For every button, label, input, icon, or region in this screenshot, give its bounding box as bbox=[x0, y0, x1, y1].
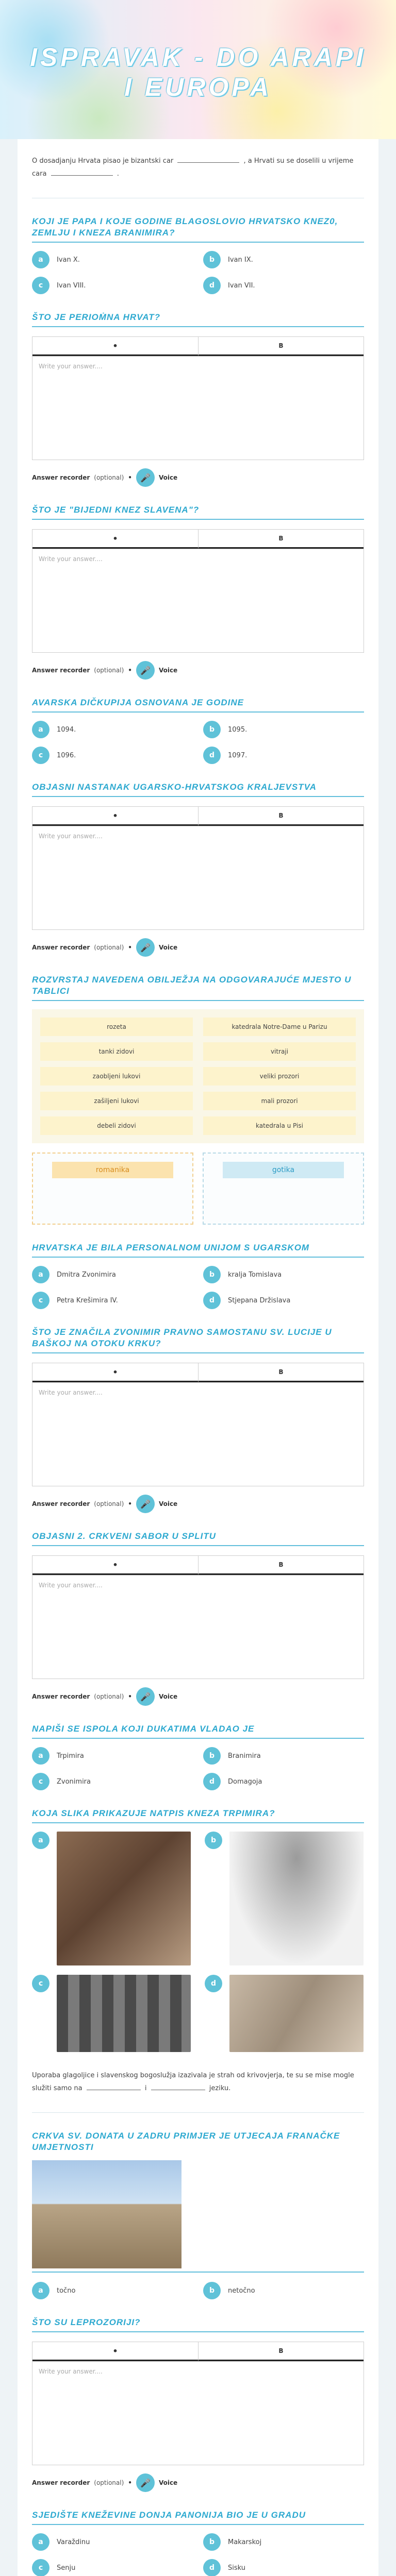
question-title: ROZVRSTAJ NAVEDENA OBILJEŽJA NA ODGOVARAJUĆE MJESTO U TABLICI bbox=[32, 975, 352, 996]
answer-recorder: Answer recorder (optional) • 🎤 Voice bbox=[32, 1495, 364, 1513]
choice-letter: c bbox=[32, 2559, 50, 2576]
choice-letter: c bbox=[32, 277, 50, 294]
choice-letter: b bbox=[205, 1832, 222, 1849]
answer-editor bbox=[32, 2342, 364, 2465]
editor-toolbar bbox=[32, 1363, 364, 1383]
title-underline bbox=[32, 711, 364, 713]
cloze-2 bbox=[32, 2070, 364, 2095]
drag-item[interactable]: mali prozori bbox=[203, 1092, 356, 1110]
bucket-romanika[interactable] bbox=[32, 1153, 193, 1225]
page-title-line1: ISPRAVAK - DO ARAPI bbox=[30, 43, 366, 72]
answer-textarea[interactable]: Write your answer.... bbox=[39, 1389, 103, 1396]
choice-b[interactable] bbox=[203, 721, 364, 738]
title-underline bbox=[32, 1352, 364, 1353]
choice-label: Branimira bbox=[228, 1752, 261, 1760]
choice-letter: a bbox=[32, 1832, 50, 1849]
question-title: OBJASNI 2. CRKVENI SABOR U SPLITU bbox=[32, 1531, 216, 1541]
choice-letter: d bbox=[203, 2559, 221, 2576]
question-1 bbox=[32, 216, 364, 294]
blank-input-4[interactable] bbox=[151, 2082, 205, 2090]
drag-item[interactable]: zaobljeni lukovi bbox=[40, 1067, 193, 1086]
microphone-icon[interactable]: 🎤 bbox=[136, 938, 155, 957]
voice-label: Voice bbox=[158, 1693, 178, 1700]
choices bbox=[32, 251, 364, 294]
worksheet-content bbox=[18, 139, 378, 2576]
choice-letter: a bbox=[32, 2533, 50, 2551]
choice-label: Varaždinu bbox=[57, 2538, 90, 2546]
choice-d[interactable] bbox=[203, 1773, 364, 1790]
bold-button[interactable]: B bbox=[198, 2342, 364, 2361]
question-title: ŠTO SU LEPROZORIJI? bbox=[32, 2317, 141, 2327]
church-photo bbox=[32, 2160, 182, 2268]
choice-c[interactable] bbox=[32, 1292, 193, 1309]
choice-label: netočno bbox=[228, 2286, 255, 2295]
stone-fragment-photo bbox=[229, 1975, 364, 2052]
title-underline bbox=[32, 2331, 364, 2332]
answer-textarea[interactable]: Write your answer.... bbox=[39, 833, 103, 840]
divider bbox=[32, 2112, 364, 2113]
question-title: OBJASNI NASTANAK UGARSKO-HRVATSKOG KRALJEVSTVA bbox=[32, 782, 317, 792]
bold-button[interactable]: B bbox=[198, 1363, 364, 1382]
question-7 bbox=[32, 1242, 364, 1309]
title-underline bbox=[32, 1257, 364, 1258]
question-8 bbox=[32, 1327, 364, 1513]
choice-letter: d bbox=[205, 1975, 222, 1992]
choice-a[interactable] bbox=[32, 2282, 193, 2299]
answer-recorder: Answer recorder (optional) • 🎤 Voice bbox=[32, 938, 364, 957]
choice-letter: d bbox=[203, 1292, 221, 1309]
image-choice-a[interactable] bbox=[32, 1832, 191, 1965]
choice-letter: d bbox=[203, 747, 221, 764]
bullet-button[interactable]: • bbox=[32, 807, 198, 826]
voice-label: Voice bbox=[158, 1500, 178, 1507]
choice-label: Stjepana Držislava bbox=[228, 1296, 291, 1304]
recorder-label: Answer recorder bbox=[32, 1693, 90, 1700]
choice-b[interactable] bbox=[203, 1266, 364, 1283]
choice-label: 1095. bbox=[228, 725, 248, 734]
choice-label: Ivan VIII. bbox=[57, 281, 86, 290]
bold-button[interactable]: B bbox=[198, 530, 364, 549]
choice-letter: b bbox=[203, 721, 221, 738]
editor-toolbar bbox=[32, 530, 364, 549]
choices bbox=[32, 1747, 364, 1790]
question-10 bbox=[32, 1723, 364, 1790]
header-banner bbox=[0, 0, 396, 139]
recorder-label: Answer recorder bbox=[32, 667, 90, 674]
blank-input-3[interactable] bbox=[87, 2082, 141, 2090]
page-title-line2: I EUROPA bbox=[124, 73, 272, 101]
title-underline bbox=[32, 519, 364, 520]
question-14 bbox=[32, 2510, 364, 2576]
choice-label: Makarskoj bbox=[228, 2538, 262, 2546]
choice-label: Petra Krešimira IV. bbox=[57, 1296, 118, 1304]
relief-photo bbox=[57, 1975, 191, 2052]
recorder-label: Answer recorder bbox=[32, 474, 90, 481]
choice-b[interactable] bbox=[203, 251, 364, 268]
title-underline bbox=[32, 326, 364, 327]
recorder-optional: (optional) bbox=[94, 1500, 124, 1507]
intro-text-1: O dosadjanju Hrvata pisao je bizantski car bbox=[32, 157, 174, 165]
image-choice-d[interactable] bbox=[205, 1975, 364, 2052]
intro-text-2: , a Hrvati su se doselili u vrijeme cara bbox=[32, 157, 354, 178]
choice-letter: c bbox=[32, 1773, 50, 1790]
choice-c[interactable] bbox=[32, 747, 193, 764]
question-title: ŠTO JE PERIOṀNA HRVAT? bbox=[32, 312, 161, 322]
choice-b[interactable] bbox=[203, 1747, 364, 1765]
choice-label: Ivan IX. bbox=[228, 256, 253, 264]
title-underline bbox=[32, 1545, 364, 1546]
recorder-label: Answer recorder bbox=[32, 2479, 90, 2486]
choice-letter: b bbox=[203, 1266, 221, 1283]
question-title: CRKVA SV. DONATA U ZADRU PRIMJER JE UTJECAJA FRANAČKE UMJETNOSTI bbox=[32, 2131, 340, 2152]
choice-label: kralja Tomislava bbox=[228, 1270, 282, 1279]
choice-label: 1096. bbox=[57, 751, 76, 759]
bullet-button[interactable]: • bbox=[32, 530, 198, 549]
bullet-button[interactable]: • bbox=[32, 1363, 198, 1382]
choice-letter: a bbox=[32, 1747, 50, 1765]
title-underline bbox=[32, 2272, 364, 2273]
answer-textarea[interactable]: Write your answer.... bbox=[39, 555, 103, 563]
choices bbox=[32, 2533, 364, 2576]
choice-c[interactable] bbox=[32, 2559, 193, 2576]
choice-label: Zvonimira bbox=[57, 1777, 91, 1786]
choice-label: Ivan VII. bbox=[228, 281, 255, 290]
image-choice-c[interactable] bbox=[32, 1975, 191, 2052]
microphone-icon[interactable]: 🎤 bbox=[136, 1495, 155, 1513]
drag-item[interactable]: katedrala Notre-Dame u Parizu bbox=[203, 1018, 356, 1036]
choice-c[interactable] bbox=[32, 1773, 193, 1790]
choices bbox=[32, 721, 364, 764]
editor-toolbar bbox=[32, 337, 364, 357]
choice-a[interactable] bbox=[32, 251, 193, 268]
choice-letter: a bbox=[32, 721, 50, 738]
drag-item[interactable]: rozeta bbox=[40, 1018, 193, 1036]
bold-button[interactable]: B bbox=[198, 807, 364, 826]
drag-item[interactable]: veliki prozori bbox=[203, 1067, 356, 1086]
voice-label: Voice bbox=[158, 944, 178, 951]
inscription-photo bbox=[57, 1832, 191, 1965]
question-title: ŠTO JE "BIJEDNI KNEZ SLAVENA"? bbox=[32, 505, 200, 515]
choice-label: Dmitra Zvonimira bbox=[57, 1270, 116, 1279]
recorder-optional: (optional) bbox=[94, 667, 124, 674]
question-title: SJEDIŠTE KNEŽEVINE DONJA PANONIJA BIO JE U GRADU bbox=[32, 2510, 306, 2520]
bullet-button[interactable]: • bbox=[32, 337, 198, 356]
choice-label: Trpimira bbox=[57, 1752, 84, 1760]
answer-editor bbox=[32, 529, 364, 653]
answer-recorder: Answer recorder (optional) • 🎤 Voice bbox=[32, 2473, 364, 2492]
choice-letter: a bbox=[32, 2282, 50, 2299]
recorder-optional: (optional) bbox=[94, 2479, 124, 2486]
question-6 bbox=[32, 974, 364, 1225]
question-title: AVARSKA DIČKUPIJA OSNOVANA JE GODINE bbox=[32, 698, 244, 707]
blank-input-2[interactable] bbox=[51, 167, 113, 176]
question-2 bbox=[32, 312, 364, 487]
cloze2-text-1: Uporaba glagoljice i slavenskog bogoslužja izazivala je strah od krivovjerja, te su se mise mogle služiti samo na bbox=[32, 2072, 354, 2092]
choice-letter: b bbox=[203, 2282, 221, 2299]
choice-label: Senju bbox=[57, 2564, 76, 2572]
choices bbox=[32, 1266, 364, 1309]
bucket-gotika[interactable] bbox=[203, 1153, 364, 1225]
editor-toolbar bbox=[32, 1556, 364, 1575]
choice-letter: a bbox=[32, 1266, 50, 1283]
choice-letter: b bbox=[203, 251, 221, 268]
question-5 bbox=[32, 782, 364, 957]
question-9 bbox=[32, 1531, 364, 1706]
gable-photo bbox=[229, 1832, 364, 1965]
title-underline bbox=[32, 1000, 364, 1001]
choice-letter: b bbox=[203, 1747, 221, 1765]
choice-letter: c bbox=[32, 1292, 50, 1309]
drop-buckets bbox=[32, 1153, 364, 1225]
question-12 bbox=[32, 2130, 364, 2299]
intro-cloze: O dosadjanju Hrvata pisao je bizantski car , a Hrvati su se doselili u vrijeme cara . bbox=[32, 155, 364, 180]
answer-recorder: Answer recorder (optional) • 🎤 Voice bbox=[32, 1687, 364, 1706]
drag-item[interactable]: katedrala u Pisi bbox=[203, 1116, 356, 1135]
recorder-optional: (optional) bbox=[94, 944, 124, 951]
choice-b[interactable] bbox=[203, 2533, 364, 2551]
bullet-button[interactable]: • bbox=[32, 2342, 198, 2361]
choice-letter: d bbox=[203, 277, 221, 294]
choice-label: Ivan X. bbox=[57, 256, 80, 264]
drag-items-area bbox=[32, 1009, 364, 1143]
image-choice-b[interactable] bbox=[205, 1832, 364, 1965]
recorder-label: Answer recorder bbox=[32, 944, 90, 951]
drag-item[interactable]: vitraji bbox=[203, 1042, 356, 1061]
choices bbox=[32, 2282, 364, 2299]
choice-a[interactable] bbox=[32, 2533, 193, 2551]
answer-editor bbox=[32, 1555, 364, 1679]
choice-letter: c bbox=[32, 747, 50, 764]
choice-d[interactable] bbox=[203, 747, 364, 764]
answer-textarea[interactable]: Write your answer.... bbox=[39, 2368, 103, 2375]
cloze2-text-2: i bbox=[144, 2084, 147, 2092]
blank-input-1[interactable] bbox=[177, 155, 239, 163]
choice-letter: d bbox=[203, 1773, 221, 1790]
image-choices bbox=[32, 1832, 364, 2052]
answer-recorder: Answer recorder (optional) • 🎤 Voice bbox=[32, 468, 364, 487]
question-title: KOJA SLIKA PRIKAZUJE NATPIS KNEZA TRPIMIRA? bbox=[32, 1808, 275, 1818]
question-4 bbox=[32, 697, 364, 764]
drag-item[interactable]: debeli zidovi bbox=[40, 1116, 193, 1135]
question-title: KOJI JE PAPA I KOJE GODINE BLAGOSLOVIO HRVATSKO KNEZ0, ZEMLJU I KNEZA BRANIMIRA? bbox=[32, 216, 338, 238]
choice-label: 1094. bbox=[57, 725, 76, 734]
answer-recorder: Answer recorder (optional) • 🎤 Voice bbox=[32, 661, 364, 680]
voice-label: Voice bbox=[158, 2479, 178, 2486]
cloze2-text-3: jeziku. bbox=[209, 2084, 231, 2092]
bucket-label: romanika bbox=[52, 1162, 173, 1178]
microphone-icon[interactable]: 🎤 bbox=[136, 661, 155, 680]
choice-d[interactable] bbox=[203, 1292, 364, 1309]
recorder-optional: (optional) bbox=[94, 474, 124, 481]
drag-item[interactable]: tanki zidovi bbox=[40, 1042, 193, 1061]
voice-label: Voice bbox=[158, 474, 178, 481]
choice-c[interactable] bbox=[32, 277, 193, 294]
choice-b[interactable] bbox=[203, 2282, 364, 2299]
bullet-button[interactable]: • bbox=[32, 1556, 198, 1575]
bold-button[interactable]: B bbox=[198, 1556, 364, 1575]
choice-label: Sisku bbox=[228, 2564, 246, 2572]
editor-toolbar bbox=[32, 807, 364, 826]
choice-d[interactable] bbox=[203, 2559, 364, 2576]
question-title: HRVATSKA JE BILA PERSONALNOM UNIJOM S UGARSKOM bbox=[32, 1243, 310, 1252]
microphone-icon[interactable]: 🎤 bbox=[136, 468, 155, 487]
question-13 bbox=[32, 2317, 364, 2492]
question-11 bbox=[32, 1808, 364, 2052]
bold-button[interactable]: B bbox=[198, 337, 364, 356]
choice-letter: c bbox=[32, 1975, 50, 1992]
title-underline bbox=[32, 2524, 364, 2525]
voice-label: Voice bbox=[158, 667, 178, 674]
drag-item[interactable]: zašiljeni lukovi bbox=[40, 1092, 193, 1110]
recorder-optional: (optional) bbox=[94, 1693, 124, 1700]
title-underline bbox=[32, 1822, 364, 1823]
answer-editor bbox=[32, 1363, 364, 1486]
choice-letter: a bbox=[32, 251, 50, 268]
question-title: NAPIŠI SE ISPOLA KOJI DUKATIMA VLADAO JE bbox=[32, 1724, 255, 1734]
title-underline bbox=[32, 242, 364, 243]
answer-editor bbox=[32, 336, 364, 460]
answer-textarea[interactable]: Write your answer.... bbox=[39, 363, 103, 370]
choice-label: Domagoja bbox=[228, 1777, 262, 1786]
microphone-icon[interactable]: 🎤 bbox=[136, 2473, 155, 2492]
recorder-label: Answer recorder bbox=[32, 1500, 90, 1507]
editor-toolbar bbox=[32, 2342, 364, 2362]
choice-a[interactable] bbox=[32, 1747, 193, 1765]
answer-textarea[interactable]: Write your answer.... bbox=[39, 1582, 103, 1589]
microphone-icon[interactable]: 🎤 bbox=[136, 1687, 155, 1706]
choice-a[interactable] bbox=[32, 1266, 193, 1283]
question-3 bbox=[32, 504, 364, 680]
choice-d[interactable] bbox=[203, 277, 364, 294]
answer-editor bbox=[32, 806, 364, 930]
title-underline bbox=[32, 796, 364, 797]
choice-letter: b bbox=[203, 2533, 221, 2551]
choice-label: 1097. bbox=[228, 751, 248, 759]
bucket-label: gotika bbox=[223, 1162, 344, 1178]
title-underline bbox=[32, 1738, 364, 1739]
question-title: ŠTO JE ZNAČILA ZVONIMIR PRAVNO SAMOSTANU SV. LUCIJE U BAŠKOJ NA OTOKU KRKU? bbox=[32, 1327, 332, 1348]
choice-label: točno bbox=[57, 2286, 76, 2295]
choice-a[interactable] bbox=[32, 721, 193, 738]
